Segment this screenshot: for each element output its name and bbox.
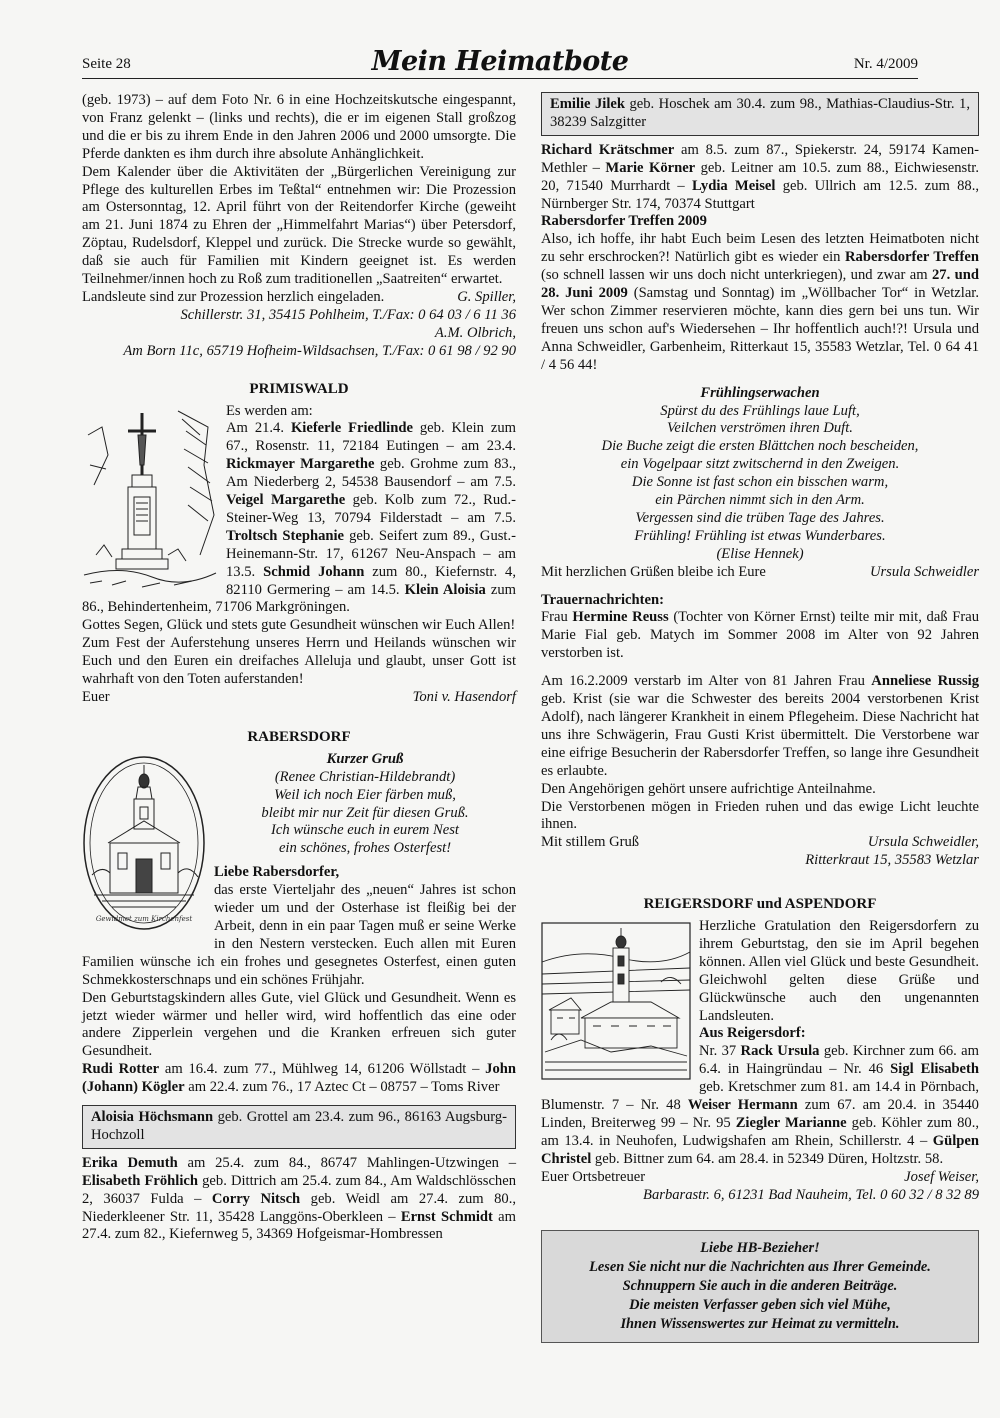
poem-line: Die Sonne ist fast schon ein bisschen warm,: [631, 474, 889, 491]
notice-line: Lesen Sie nicht nur die Nachrichten aus Ihrer Gemeinde.: [589, 1259, 931, 1276]
poem-title: Kurzer Gruß: [326, 750, 404, 767]
paragraph: Gottes Segen, Glück und stets gute Gesundheit wünschen wir Euch Allen!: [82, 617, 516, 634]
address: Am Born 11c, 65719 Hofheim-Wildsachsen, T./Fax: 0 61 98 / 92 90: [123, 342, 516, 359]
right-column: [541, 92, 979, 1343]
left-column: [82, 92, 516, 1244]
village-image: [541, 922, 691, 1080]
highlight-box: Emilie Jilek geb. Hoschek am 30.4. zum 98., Mathias-Claudius-Str. 1, 38239 Salzgitter: [541, 92, 979, 136]
wayside-cross-illustration: [82, 405, 218, 597]
signature: Josef Weiser,: [904, 1168, 979, 1185]
poem-line: Veilchen verströmen ihren Duft.: [667, 420, 853, 437]
paragraph: Frau Hermine Reuss (Tochter von Körner Ernst) teilte mir mit, daß Frau Marie Fial geb. Matych im Sommer 2008 im Alter von 92 Jahren verstorben ist.: [541, 609, 979, 662]
person-name: John (Johann) Kögler: [82, 1061, 516, 1096]
section-title-primiswald: PRIMISWALD: [249, 380, 349, 397]
signature: Ursula Schweidler: [869, 563, 979, 580]
paragraph: Am 16.2.2009 verstarb im Alter von 81 Jahren Frau Anneliese Russig geb. Krist (sie war die Schwester des bereits 2004 verstorbenen Krist Adolf), nach längerer Krankheit in einem Pflegeheim. Diese Nachricht hat uns ihre Schwägerin, Frau Gusti Krist übermittelt. Die Verstorbene war eine eifrige Besucherin der Rabersdorfer Treffen, so lange ihre Gesundheit es erlaubte.: [541, 673, 980, 779]
signature: Toni v. Hasendorf: [412, 689, 516, 705]
paragraph: Herzliche Gratulation den Reigersdorfern zu ihrem Geburtstag, den sie im April begehen können. Allen viel Glück und beste Gesundheit. Gleichwohl gelten diese Grüße und Glückwünsche auch den ungenannten Landsleuten.: [699, 917, 979, 1024]
poem-line: Spürst du des Frühlings laue Luft,: [660, 402, 860, 419]
person-name: Emilie Jilek: [550, 96, 625, 112]
poem-title: Frühlingserwachen: [700, 384, 820, 401]
signature: A.M. Olbrich,: [434, 324, 516, 341]
issue-number: Nr. 4/2009: [853, 56, 918, 72]
wayside-cross-image: [82, 405, 218, 591]
poem-line: ein Vogelpaar sitzt zwitschernd in den Zweigen.: [620, 456, 900, 473]
person-name: Ziegler Marianne: [735, 1114, 847, 1131]
paragraph: Dem Kalender über die Aktivitäten der „Bürgerlichen Vereinigung zur Pflege des kulturellen Erbes im Teßtal“ entnehmen wir: Die Prozession am Ostersonntag, 12. April führt von der Reitendorfer Kirche (geweiht am 21. Juni 1874 zu Ehren der „Himmelfahrt Marias“) über Petersdorf, Zöptau, Rudelsdorf, Kleppel und zurück. Die Strecke wurde so gewählt, daß sie auch für Familien mit Kindern geeignet ist. Es werden Teilnehmer/innen hoch zu Roß zum traditionellen „Saatreiten“ erwartet.: [82, 163, 516, 288]
paragraph: Den Geburtstagskindern alles Gute, viel Glück und Gesundheit. Wenn es jetzt wieder wärmer und heller wird, wird hoffentlich das eine oder andere Zipperlein vergehen und die Kranken erfreuen sich guter Gesundheit.: [82, 989, 516, 1060]
poem-line: Vergessen sind die trüben Tage des Jahres.: [635, 509, 885, 526]
subsection-title: Aus Reigersdorf:: [699, 1025, 806, 1042]
paragraph: Also, ich hoffe, ihr habt Euch beim Lesen des letzten Heimatboten nicht zu sehr erschrocken?! Natürlich gibt es wieder ein Rabersdorfer Treffen (so schnell lassen wir uns doch nicht unterkriegen), und zwar am 27. und 28. Juni 2009 (Samstag und Sonntag) im „Wöllbacher Tor“ in Wetzlar. Wer schon Zimmer reservieren möchte, kann dies gern bei uns tun. Wir freuen uns schon auf's Wiedersehen – Ihr hoffentlich auch!?! Ursula und Anna Schweidler, Garbenheim, Ritterkaut 15, 35583 Wetzlar, Tel. 0 64 41 / 4 56 44!: [541, 231, 980, 373]
paragraph: Die Verstorbenen mögen in Frieden ruhen und das ewige Licht leuchte ihnen.: [541, 798, 979, 833]
person-name: Troltsch Stephanie: [226, 527, 345, 544]
notice-line: Die meisten Verfasser geben sich viel Mühe,: [629, 1297, 891, 1314]
person-name: Rudi Rotter: [82, 1061, 160, 1078]
person-name: Sigl Elisabeth: [890, 1061, 979, 1078]
poem-author: (Elise Hennek): [716, 545, 804, 562]
address: Barbarastr. 6, 61231 Bad Nauheim, Tel. 0 60 32 / 8 32 89: [643, 1186, 979, 1203]
poem-line: Frühling! Frühling ist etwas Wunderbares.: [634, 527, 886, 544]
person-name: Gülpen Christel: [541, 1132, 979, 1167]
address: Ritterkraut 15, 35583 Wetzlar: [805, 852, 979, 869]
birthday-list: Nr. 37 Rack Ursula geb. Kirchner zum 66. am 6.4. in Haingründau – Nr. 46 Sigl Elisabeth geb. Kretschmer zum 81. am 14.4 in Pörnbach, Blumenstr. 7 – Nr. 48 Weiser Hermann zum 67. am 20.4. in 35440 Linden, Breiterweg 99 – Nr. 95 Ziegler Marianne geb. Köhler zum 80., am 13.4. in Neuhofen, Ludwigshafen am Rhein, Schillerstr. 4 – Gülpen Christel geb. Bittner zum 64. am 28.4. in 52349 Düren, Holtzstr. 58.: [541, 1043, 979, 1167]
paragraph: das erste Vierteljahr des „neuen“ Jahres ist schon wieder um und der Osterhase ist fleißig bei der Arbeit, denn in ein paar Tagen muß er seine Werke in den Nestern verstecken. Euch allen mit Euren Familien wünsche ich ein frohes und gesegnetes Osterfest, einen guten Schmekkosterschnaps und ein schönes Frühjahr.: [82, 882, 516, 988]
person-name: Ernst Schmidt: [400, 1208, 493, 1225]
subsection-title: Rabersdorfer Treffen 2009: [541, 213, 707, 230]
poem-author: (Renee Christian-Hildebrandt): [274, 768, 456, 785]
village-illustration: [541, 922, 691, 1086]
closing: Mit stillem Gruß: [541, 834, 640, 851]
paragraph: Den Angehörigen gehört unsere aufrichtige Anteilnahme.: [541, 780, 876, 797]
closing: Euer Ortsbetreuer: [541, 1168, 646, 1185]
page-number: Seite 28: [82, 56, 131, 72]
header-rule: [82, 78, 918, 79]
person-name: Schmid Johann: [263, 563, 365, 580]
person-name: Elisabeth Fröhlich: [82, 1172, 199, 1189]
poem-line: Ich wünsche euch in eurem Nest: [271, 822, 459, 839]
person-name: Weiser Hermann: [687, 1097, 798, 1114]
poem-line: ein schönes, frohes Osterfest!: [278, 840, 452, 857]
closing: Mit herzlichen Grüßen bleibe ich Eure: [541, 563, 766, 580]
paragraph: Es werden am:: [226, 402, 313, 419]
section-title-rabersdorf: RABERSDORF: [247, 728, 351, 745]
person-name: Anneliese Russig: [871, 673, 980, 690]
signature-row: [82, 689, 516, 707]
person-name: Klein Aloisia: [404, 581, 486, 598]
poem-line: bleibt mir nur Zeit für diesen Gruß.: [261, 804, 469, 821]
person-name: Marie Körner: [605, 159, 696, 176]
reader-notice-box: [541, 1230, 979, 1343]
poem-line: Die Buche zeigt die ersten Blättchen noch bescheiden,: [601, 438, 919, 455]
notice-line: Ihnen Wissenswertes zur Heimat zu vermitteln.: [620, 1316, 900, 1333]
church-image: [82, 755, 206, 931]
section-title-reigersdorf: REIGERSDORF und ASPENDORF: [643, 896, 877, 913]
church-caption: Gewidmet zum Kirchenfest: [95, 914, 193, 923]
person-name: Corry Nitsch: [211, 1190, 301, 1207]
paragraph: Landsleute sind zur Prozession herzlich eingeladen.: [82, 288, 385, 305]
signature-row: [541, 1169, 979, 1187]
church-illustration: [82, 755, 206, 937]
person-name: Hermine Reuss: [572, 609, 669, 626]
notice-line: Liebe HB-Bezieher!: [700, 1240, 820, 1257]
subsection-title: Trauernachrichten:: [541, 591, 664, 608]
highlight-box: Aloisia Höchsmann geb. Grottel am 23.4. zum 96., 86163 Augsburg-Hochzoll: [82, 1105, 516, 1149]
signature: Ursula Schweidler,: [867, 834, 979, 851]
paragraph: Zum Fest der Auferstehung unseres Herrn und Heilands wünschen wir Euch und den Euren ein dreifaches Alleluja und glaubt, unser Gott ist wahrhaft von den Toten auferstanden!: [82, 635, 516, 688]
birthday-list: Rudi Rotter am 16.4. zum 77., Mühlweg 14, 61206 Wöllstadt – John (Johann) Kögler am 22.4. zum 76., 17 Aztec Ct – 08757 – Toms River: [82, 1061, 516, 1096]
closing: Euer: [82, 689, 110, 705]
masthead-title: Mein Heimatbote: [371, 46, 629, 77]
person-name: Veigel Margarethe: [226, 492, 346, 509]
poem-line: ein Pärchen nimmt sich in den Arm.: [655, 492, 865, 509]
person-name: Rack Ursula: [740, 1043, 820, 1060]
person-name: Kieferle Friedlinde: [290, 420, 413, 437]
paragraph: (geb. 1973) – auf dem Foto Nr. 6 in eine Hochzeitskutsche eingespannt, von Franz gelenkt – (links und rechts), die er im eigenen Stall großzog und die er bis zu ihrem Ende in den Jahren 2006 und 2000 umsorgte. Die Pferde dankten es ihm durch ihre absolute Anhänglichkeit.: [82, 92, 516, 162]
birthday-list: Am 21.4. Kieferle Friedlinde geb. Klein zum 67., Rosenstr. 11, 72184 Eutingen – am 23.4. Rickmayer Margarethe geb. Grohme zum 83., Am Niederberg 2, 54538 Bausendorf – am 7.5. Veigel Margarethe geb. Kolb zum 72., Rud.-Steiner-Weg 13, 70794 Filderstadt – am 7.5. Troltsch Stephanie geb. Seifert zum 89., Gust.-Heinemann-Str. 17, 61267 Neu-Anspach – am 13.5. Schmid Johann zum 80., Kiefernstr. 4, 82110 Germering – am 14.5. Klein Aloisia zum 86., Behindertenheim, 71706 Markgröningen.: [82, 420, 516, 616]
person-name: Richard Krätschmer: [541, 141, 675, 158]
signature: G. Spiller,: [457, 288, 516, 305]
address: Schillerstr. 31, 35415 Pohlheim, T./Fax: 0 64 03 / 6 11 36: [180, 306, 516, 323]
person-name: Rickmayer Margarethe: [226, 456, 375, 473]
person-name: Aloisia Höchsmann: [91, 1109, 214, 1126]
birthday-list: Richard Krätschmer am 8.5. zum 87., Spiekerstr. 24, 59174 Kamen-Methler – Marie Körner geb. Leitner am 10.5. zum 88., Eichwiesenstr. 20, 71540 Murrhardt – Lydia Meisel geb. Ullrich am 12.5. zum 88., Nürnberger Str. 174, 70374 Stuttgart: [541, 141, 980, 212]
page-header: [82, 46, 918, 86]
poem-line: Weil ich noch Eier färben muß,: [274, 786, 456, 803]
notice-line: Schnuppern Sie auch in die anderen Beiträge.: [622, 1278, 898, 1295]
signature-row: [541, 564, 979, 582]
birthday-list: Erika Demuth am 25.4. zum 84., 86747 Mahlingen-Utzwingen – Elisabeth Fröhlich geb. Dittrich am 25.4. zum 84., Am Waldschlösschen 2, 36037 Fulda – Corry Nitsch geb. Weidl am 27.4. zum 80., Niederkleener Str. 11, 35428 Langgöns-Oberkleen – Ernst Schmidt am 27.4. zum 82., Kiefernweg 5, 34369 Hofgeismar-Hombressen: [82, 1154, 517, 1243]
greeting: Liebe Rabersdorfer,: [214, 864, 340, 881]
signature-row: [82, 289, 516, 307]
person-name: Erika Demuth: [82, 1154, 178, 1171]
person-name: Lydia Meisel: [691, 177, 776, 194]
